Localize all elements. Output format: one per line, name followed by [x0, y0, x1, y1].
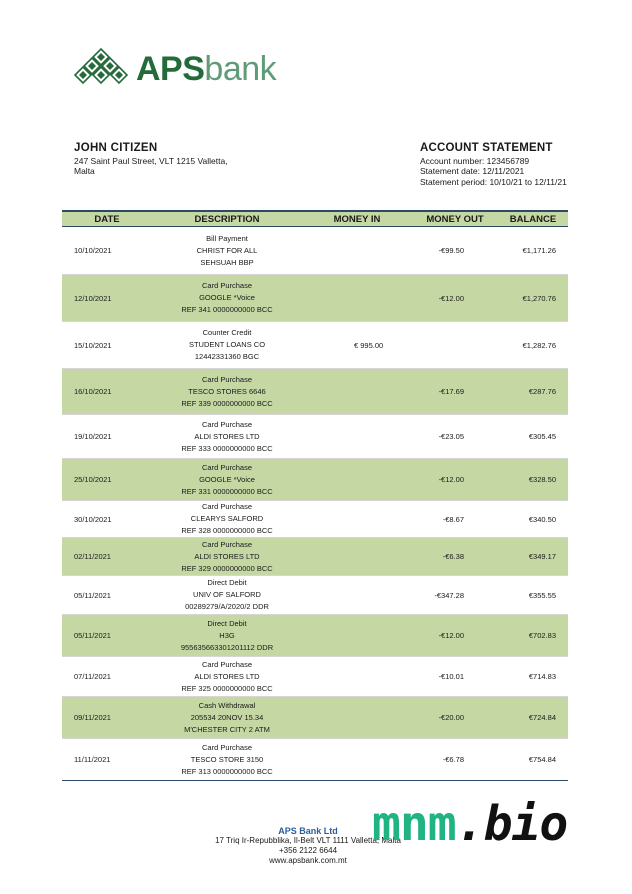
description-line: 955635663301201112 DDR: [180, 642, 274, 652]
row-date: 07/11/2021: [62, 657, 152, 697]
table-row: [62, 275, 568, 322]
row-money-out: -€6.38: [412, 538, 498, 576]
description-line: REF 331 0000000000 BCC: [181, 486, 273, 496]
row-date: 15/10/2021: [62, 322, 152, 369]
row-date: 05/11/2021: [62, 615, 152, 657]
row-description: [152, 657, 302, 697]
row-money-out: -€12.00: [412, 459, 498, 501]
description-line: UNIV OF SALFORD: [193, 590, 261, 599]
description-line: 12442331360 BGC: [194, 352, 260, 361]
row-date: 16/10/2021: [62, 369, 152, 415]
description-line: CHRIST FOR ALL: [196, 245, 258, 255]
row-balance: €724.84: [498, 697, 568, 739]
description-line: SEHSUAH BBP: [200, 257, 254, 267]
logo-bank-text: bank: [204, 50, 277, 88]
description-line: Direct Debit: [207, 578, 247, 587]
row-date: 25/10/2021: [62, 459, 152, 501]
row-money-in: € 995.00: [302, 322, 412, 369]
table-row: [62, 739, 568, 781]
description-line: Card Purchase: [201, 539, 253, 549]
header-money-out: MONEY OUT: [412, 211, 498, 227]
row-description: [152, 739, 302, 781]
statement-period: Statement period: 10/10/21 to 12/11/21: [420, 176, 567, 187]
row-balance: €1,282.76: [498, 322, 568, 369]
row-money-out: -€347.28: [412, 576, 498, 615]
row-balance: €287.76: [498, 369, 568, 415]
row-money-in: [302, 739, 412, 781]
row-balance: €702.83: [498, 615, 568, 657]
row-money-in: [302, 576, 412, 615]
table-row: [62, 538, 568, 576]
row-money-in: [302, 275, 412, 322]
description-line: 00289279/A/2020/2 DDR: [185, 602, 269, 611]
description-line: STUDENT LOANS CO: [188, 340, 266, 349]
table-row: [62, 615, 568, 657]
customer-address-line1: 247 Saint Paul Street, VLT 1215 Valletta,: [74, 155, 228, 166]
description-line: H3G: [219, 630, 235, 640]
row-money-out: -€6.78: [412, 739, 498, 781]
row-date: 02/11/2021: [62, 538, 152, 576]
description-line: Cash Withdrawal: [198, 700, 256, 710]
description-line: Card Purchase: [201, 281, 253, 290]
transactions-table: [62, 210, 568, 781]
table-row: [62, 227, 568, 275]
row-description: [152, 459, 302, 501]
row-money-out: -€17.69: [412, 369, 498, 415]
watermark-tld: .bio: [455, 796, 568, 852]
row-description: [152, 697, 302, 739]
row-money-out: -€23.05: [412, 415, 498, 459]
row-balance: €754.84: [498, 739, 568, 781]
description-line: REF 333 0000000000 BCC: [181, 443, 273, 453]
header-description: DESCRIPTION: [152, 211, 302, 227]
row-balance: €305.45: [498, 415, 568, 459]
description-line: Card Purchase: [201, 502, 253, 511]
footer-phone: +356 2122 6644: [278, 846, 338, 855]
description-line: Card Purchase: [201, 659, 253, 669]
row-money-in: [302, 538, 412, 576]
description-line: GOOGLE *Voice: [199, 293, 255, 302]
bank-logo: [72, 46, 276, 92]
row-money-out: -€8.67: [412, 501, 498, 538]
row-money-in: [302, 459, 412, 501]
row-date: 12/10/2021: [62, 275, 152, 322]
row-description: [152, 322, 302, 369]
row-money-out: -€20.00: [412, 697, 498, 739]
row-description: [152, 576, 302, 615]
description-line: M'CHESTER CITY 2 ATM: [184, 724, 270, 734]
table-row: [62, 415, 568, 459]
row-description: [152, 227, 302, 275]
row-balance: €355.55: [498, 576, 568, 615]
row-balance: €1,171.26: [498, 227, 568, 275]
row-description: [152, 615, 302, 657]
row-balance: €328.50: [498, 459, 568, 501]
logo-aps-text: APS: [136, 50, 205, 88]
description-line: REF 341 0000000000 BCC: [181, 305, 273, 314]
row-date: 11/11/2021: [62, 739, 152, 781]
row-money-in: [302, 369, 412, 415]
customer-name: JOHN CITIZEN: [74, 142, 158, 154]
footer-website: www.apsbank.com.mt: [269, 856, 347, 865]
description-line: Card Purchase: [201, 374, 253, 384]
account-number: Account number: 123456789: [420, 155, 530, 166]
description-line: Card Purchase: [201, 419, 253, 429]
row-money-in: [302, 697, 412, 739]
row-date: 30/10/2021: [62, 501, 152, 538]
header-balance: BALANCE: [498, 211, 568, 227]
row-money-out: -€12.00: [412, 615, 498, 657]
row-description: [152, 415, 302, 459]
description-line: ALDI STORES LTD: [194, 671, 260, 681]
table-row: [62, 322, 568, 369]
watermark-name: mnm: [372, 796, 456, 852]
table-row: [62, 501, 568, 538]
transactions-body: [62, 227, 568, 781]
customer-info: [74, 143, 228, 177]
description-line: TESCO STORE 3150: [190, 754, 264, 764]
table-header-row: [62, 211, 568, 227]
description-line: GOOGLE *Voice: [199, 474, 255, 484]
row-balance: €349.17: [498, 538, 568, 576]
description-line: CLEARYS SALFORD: [190, 514, 264, 523]
row-date: 05/11/2021: [62, 576, 152, 615]
row-money-in: [302, 615, 412, 657]
description-line: REF 339 0000000000 BCC: [181, 398, 273, 408]
row-description: [152, 501, 302, 538]
description-line: Bill Payment: [206, 233, 248, 243]
row-balance: €714.83: [498, 657, 568, 697]
row-description: [152, 275, 302, 322]
row-date: 19/10/2021: [62, 415, 152, 459]
header-date: DATE: [62, 211, 152, 227]
description-line: Card Purchase: [201, 462, 253, 472]
row-money-in: [302, 227, 412, 275]
description-line: Card Purchase: [201, 742, 253, 752]
description-line: ALDI STORES LTD: [194, 431, 260, 441]
row-money-out: -€99.50: [412, 227, 498, 275]
description-line: ALDI STORES LTD: [194, 551, 260, 561]
footer-address: 17 Triq Ir-Repubblika, Il-Belt VLT 1111 Valletta, Malta: [215, 836, 401, 845]
description-line: REF 329 0000000000 BCC: [181, 563, 273, 573]
description-line: Counter Credit: [202, 328, 252, 337]
description-line: REF 313 0000000000 BCC: [181, 766, 273, 776]
row-description: [152, 538, 302, 576]
customer-address-line2: Malta: [74, 166, 95, 176]
row-description: [152, 369, 302, 415]
description-line: 205534 20NOV 15.34: [190, 712, 264, 722]
description-line: REF 325 0000000000 BCC: [181, 683, 273, 693]
row-balance: €1,270.76: [498, 275, 568, 322]
table-row: [62, 369, 568, 415]
statement-info: [420, 143, 567, 187]
table-row: [62, 657, 568, 697]
row-money-out: -€10.01: [412, 657, 498, 697]
statement-date: Statement date: 12/11/2021: [420, 166, 525, 176]
row-money-out: [412, 322, 498, 369]
table-row: [62, 697, 568, 739]
footer-bank-name: APS Bank Ltd: [278, 826, 338, 836]
table-row: [62, 576, 568, 615]
header-money-in: MONEY IN: [302, 211, 412, 227]
diamond-lattice-icon: [72, 47, 130, 91]
table-row: [62, 459, 568, 501]
row-date: 10/10/2021: [62, 227, 152, 275]
row-money-in: [302, 415, 412, 459]
row-money-in: [302, 501, 412, 538]
row-money-in: [302, 657, 412, 697]
description-line: TESCO STORES 6646: [188, 386, 266, 396]
row-date: 09/11/2021: [62, 697, 152, 739]
description-line: REF 328 0000000000 BCC: [181, 526, 273, 535]
description-line: Direct Debit: [207, 618, 247, 628]
statement-title: ACCOUNT STATEMENT: [420, 142, 553, 154]
logo-wordmark: [136, 52, 276, 86]
watermark: [372, 796, 568, 852]
row-money-out: -€12.00: [412, 275, 498, 322]
row-balance: €340.50: [498, 501, 568, 538]
